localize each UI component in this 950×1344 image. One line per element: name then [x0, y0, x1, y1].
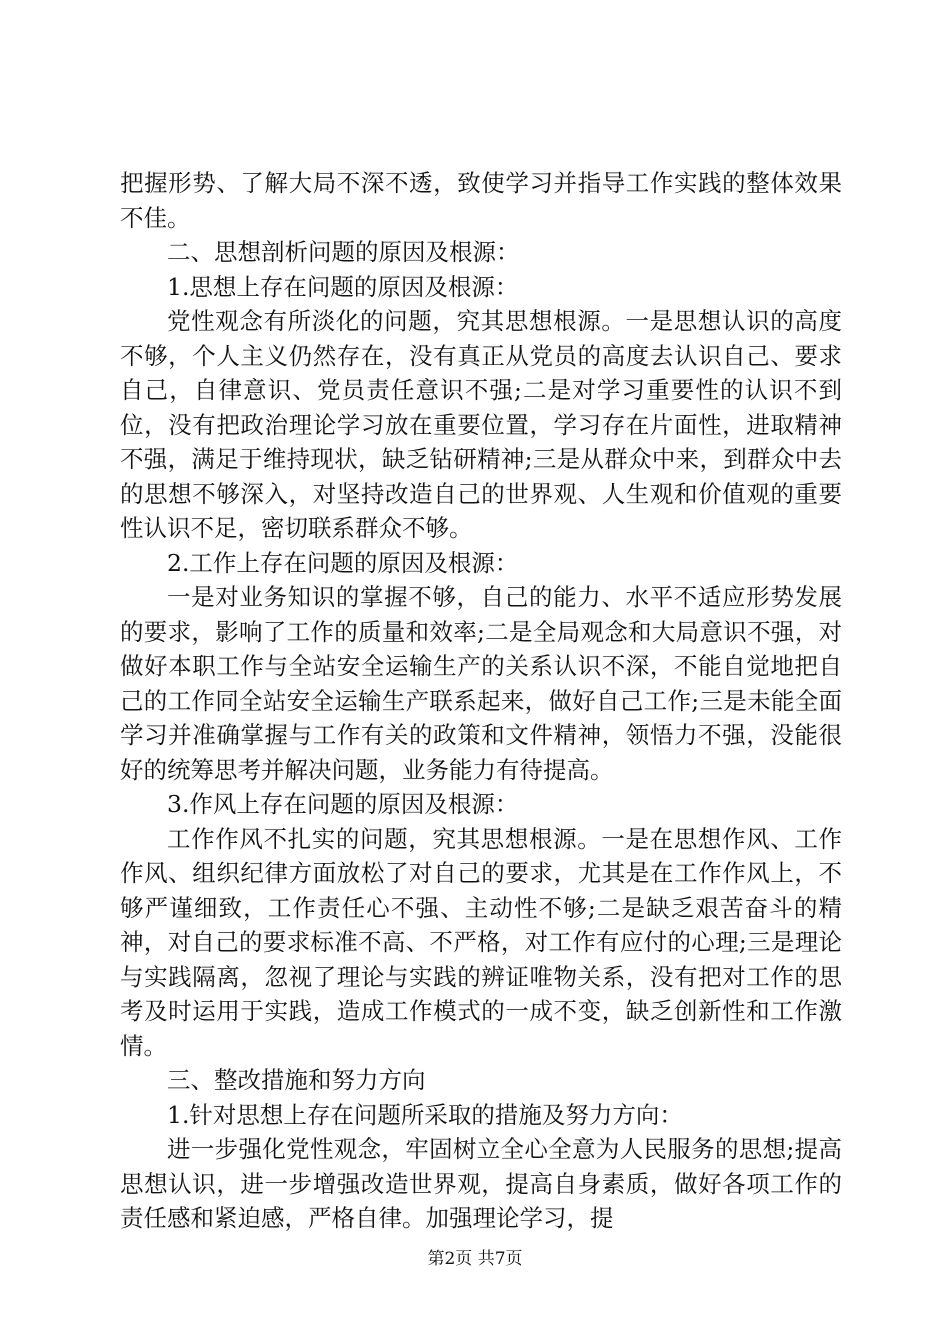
subheading-2-2: 2.工作上存在问题的原因及根源： [167, 548, 519, 577]
paragraph-work: 一是对业务知识的掌握不够，自己的能力、水平不适应形势发展的要求，影响了工作的质量和效率;二是全局观念和大局意识不强，对做好本职工作与全站安全运输生产的关系认识不深，不能自觉地把自己的工作同全站安全运输生产联系起来，做好自己工作;三是未能全面学习并准确掌握与工作有关的政策和文件精神，领悟力不强，没能很好的统筹思考并解决问题，业务能力有待提高。 [120, 583, 842, 784]
paragraph-ideology: 党性观念有所淡化的问题，究其思想根源。一是思想认识的高度不够，个人主义仍然存在，没有真正从党员的高度去认识自己、要求自己，自律意识、党员责任意识不强;二是对学习重要性的认识不到位，没有把政治理论学习放在重要位置，学习存在片面性，进取精神不强，满足于维持现状，缺乏钻研精神;三是从群众中来，到群众中去的思想不够深入，对坚持改造自己的世界观、人生观和价值观的重要性认识不足，密切联系群众不够。 [120, 307, 842, 542]
subheading-2-1: 1.思想上存在问题的原因及根源： [167, 272, 519, 301]
section-heading-2: 二、思想剖析问题的原因及根源： [167, 238, 520, 266]
subheading-2-3: 3.作风上存在问题的原因及根源： [167, 790, 519, 818]
document-body [120, 166, 842, 1236]
paragraph-style: 工作作风不扎实的问题，究其思想根源。一是在思想作风、工作作风、组织纪律方面放松了对自己的要求，尤其是在工作作风上，不够严谨细致，工作责任心不强、主动性不够;二是缺乏艰苦奋斗的精神，对自己的要求标准不高、不严格，对工作有应付的心理;三是理论与实践隔离，忽视了理论与实践的辨证唯物关系，没有把对工作的思考及时运用于实践，造成工作模式的一成不变，缺乏创新性和工作激情。 [120, 824, 842, 1060]
page-footer: 第2页 共7页 [427, 1249, 523, 1269]
subheading-3-1: 1.针对思想上存在问题所采取的措施及努力方向： [167, 1100, 683, 1129]
paragraph-measures: 进一步强化党性观念，牢固树立全心全意为人民服务的思想;提高思想认识，进一步增强改造世界观，提高自身素质，做好各项工作的责任感和紧迫感，严格自律。加强理论学习，提 [120, 1135, 842, 1232]
section-heading-3: 三、整改措施和努力方向 [167, 1066, 426, 1094]
paragraph-continuation: 把握形势、了解大局不深不透，致使学习并指导工作实践的整体效果不佳。 [120, 169, 842, 232]
